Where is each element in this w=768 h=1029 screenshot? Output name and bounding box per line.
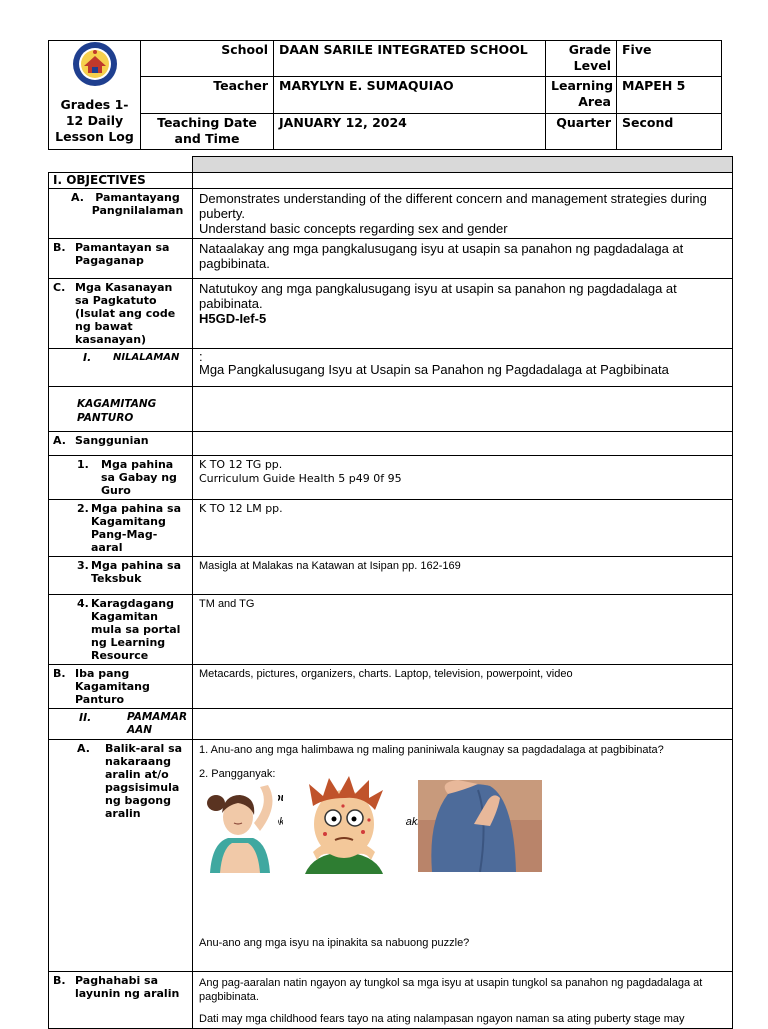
objective-b-text: Nataalakay ang mga pangkalusugang isyu at usapin sa panahon ng pagdadalaga at pagbibinata. [193, 239, 733, 279]
teacher-value: MARYLYN E. SUMAQUIAO [274, 77, 546, 113]
area-value: MAPEH 5 [617, 77, 722, 113]
quarter-label: Quarter [546, 113, 617, 149]
teacher-label: Teacher [141, 77, 274, 113]
quarter-value: Second [617, 113, 722, 149]
procedure-b-text: Ang pag-aaralan natin ngayon ay tungkol sa mga isyu at usapin tungkol sa panahon ng pagdadalaga at pagbibinata. Dati may mga childhood fears tayo na ating nalampasan ngayon naman sa ating puberty stage may [193, 972, 733, 1029]
grade-value: Five [617, 41, 722, 77]
resource-2-text: K TO 12 LM pp. [193, 500, 733, 557]
resources-a: A. Sanggunian [49, 432, 193, 456]
school-value: DAAN SARILE INTEGRATED SCHOOL [274, 41, 546, 77]
objectives-heading: I. OBJECTIVES [49, 173, 193, 189]
resources-heading: KAGAMITANG PANTURO [49, 387, 193, 432]
header-table [48, 40, 722, 150]
lesson-log-title: Grades 1-12 Daily Lesson Log [55, 97, 134, 144]
content-text: : Mga Pangkalusugang Isyu at Usapin sa Panahon ng Pagdadalaga at Pagbibinata [193, 349, 733, 387]
resource-2: 2. Mga pahina sa Kagamitang Pang-Mag-aaral [49, 500, 193, 557]
resource-3: 3. Mga pahina sa Teksbuk [49, 557, 193, 595]
area-label: Learning Area [546, 77, 617, 113]
header-left-cell [49, 41, 141, 150]
date-value: JANUARY 12, 2024 [274, 113, 546, 149]
procedure-a-text: 1. Anu-ano ang mga halimbawa ng maling paniniwala kaugnay sa pagdadalaga at pagbibinata? 2. Pangganyak: Pagbubuo makikta Anu-ano ang mga isyu na ipinakita sa nabuong puzzle? [193, 740, 733, 972]
objective-b: B. Pamantayan sa Pagaganap [49, 239, 193, 279]
puberty-body-illustration [418, 780, 542, 872]
resource-1-text: K TO 12 TG pp. Curriculum Guide Health 5 p49 0f 95 [193, 456, 733, 500]
grey-header-bar [193, 157, 733, 173]
objective-c-text: Natutukoy ang mga pangkalusugang isyu at usapin sa panahon ng pagdadalaga at pabibinata. H5GD-Ief-5 [193, 279, 733, 349]
content-label: I. NILALAMAN [49, 349, 193, 387]
school-label: School [141, 41, 274, 77]
procedure-b: B. Paghahabi sa layunin ng aralin [49, 972, 193, 1029]
date-label: Teaching Date and Time [141, 113, 274, 149]
puberty-girl-illustration [198, 783, 278, 873]
resources-b-text: Metacards, pictures, organizers, charts. Laptop, television, powerpoint, video [193, 665, 733, 709]
resource-3-text: Masigla at Malakas na Katawan at Isipan pp. 162-169 [193, 557, 733, 595]
strategy-label: Pagbubuo [253, 792, 308, 804]
objective-a: A. Pamantayang Pangnilalaman [49, 189, 193, 239]
competency-code: H5GD-Ief-5 [199, 311, 267, 326]
resource-4: 4. Karagdagang Kagamitan mula sa portal ng Learning Resource [49, 595, 193, 665]
objective-c: C. Mga Kasanayan sa Pagkatuto (Isulat ang code ng bawat kasanayan) [49, 279, 193, 349]
procedure-heading: II. PAMAMARAAN [49, 709, 193, 740]
puberty-boy-acne-illustration [283, 776, 405, 874]
resources-b: B. Iba pang Kagamitang Panturo [49, 665, 193, 709]
resource-1: 1. Mga pahina sa Gabay ng Guro [49, 456, 193, 500]
lesson-table [48, 156, 733, 1029]
deped-seal-icon [72, 41, 118, 87]
procedure-a: A. Balik-aral sa nakaraang aralin at/o pagsisimula ng bagong aralin [49, 740, 193, 972]
grade-label: Grade Level [546, 41, 617, 77]
objective-a-text: Demonstrates understanding of the different concern and management strategies during puberty. Understand basic concepts regarding sex and gender [193, 189, 733, 239]
resource-4-text: TM and TG [193, 595, 733, 665]
